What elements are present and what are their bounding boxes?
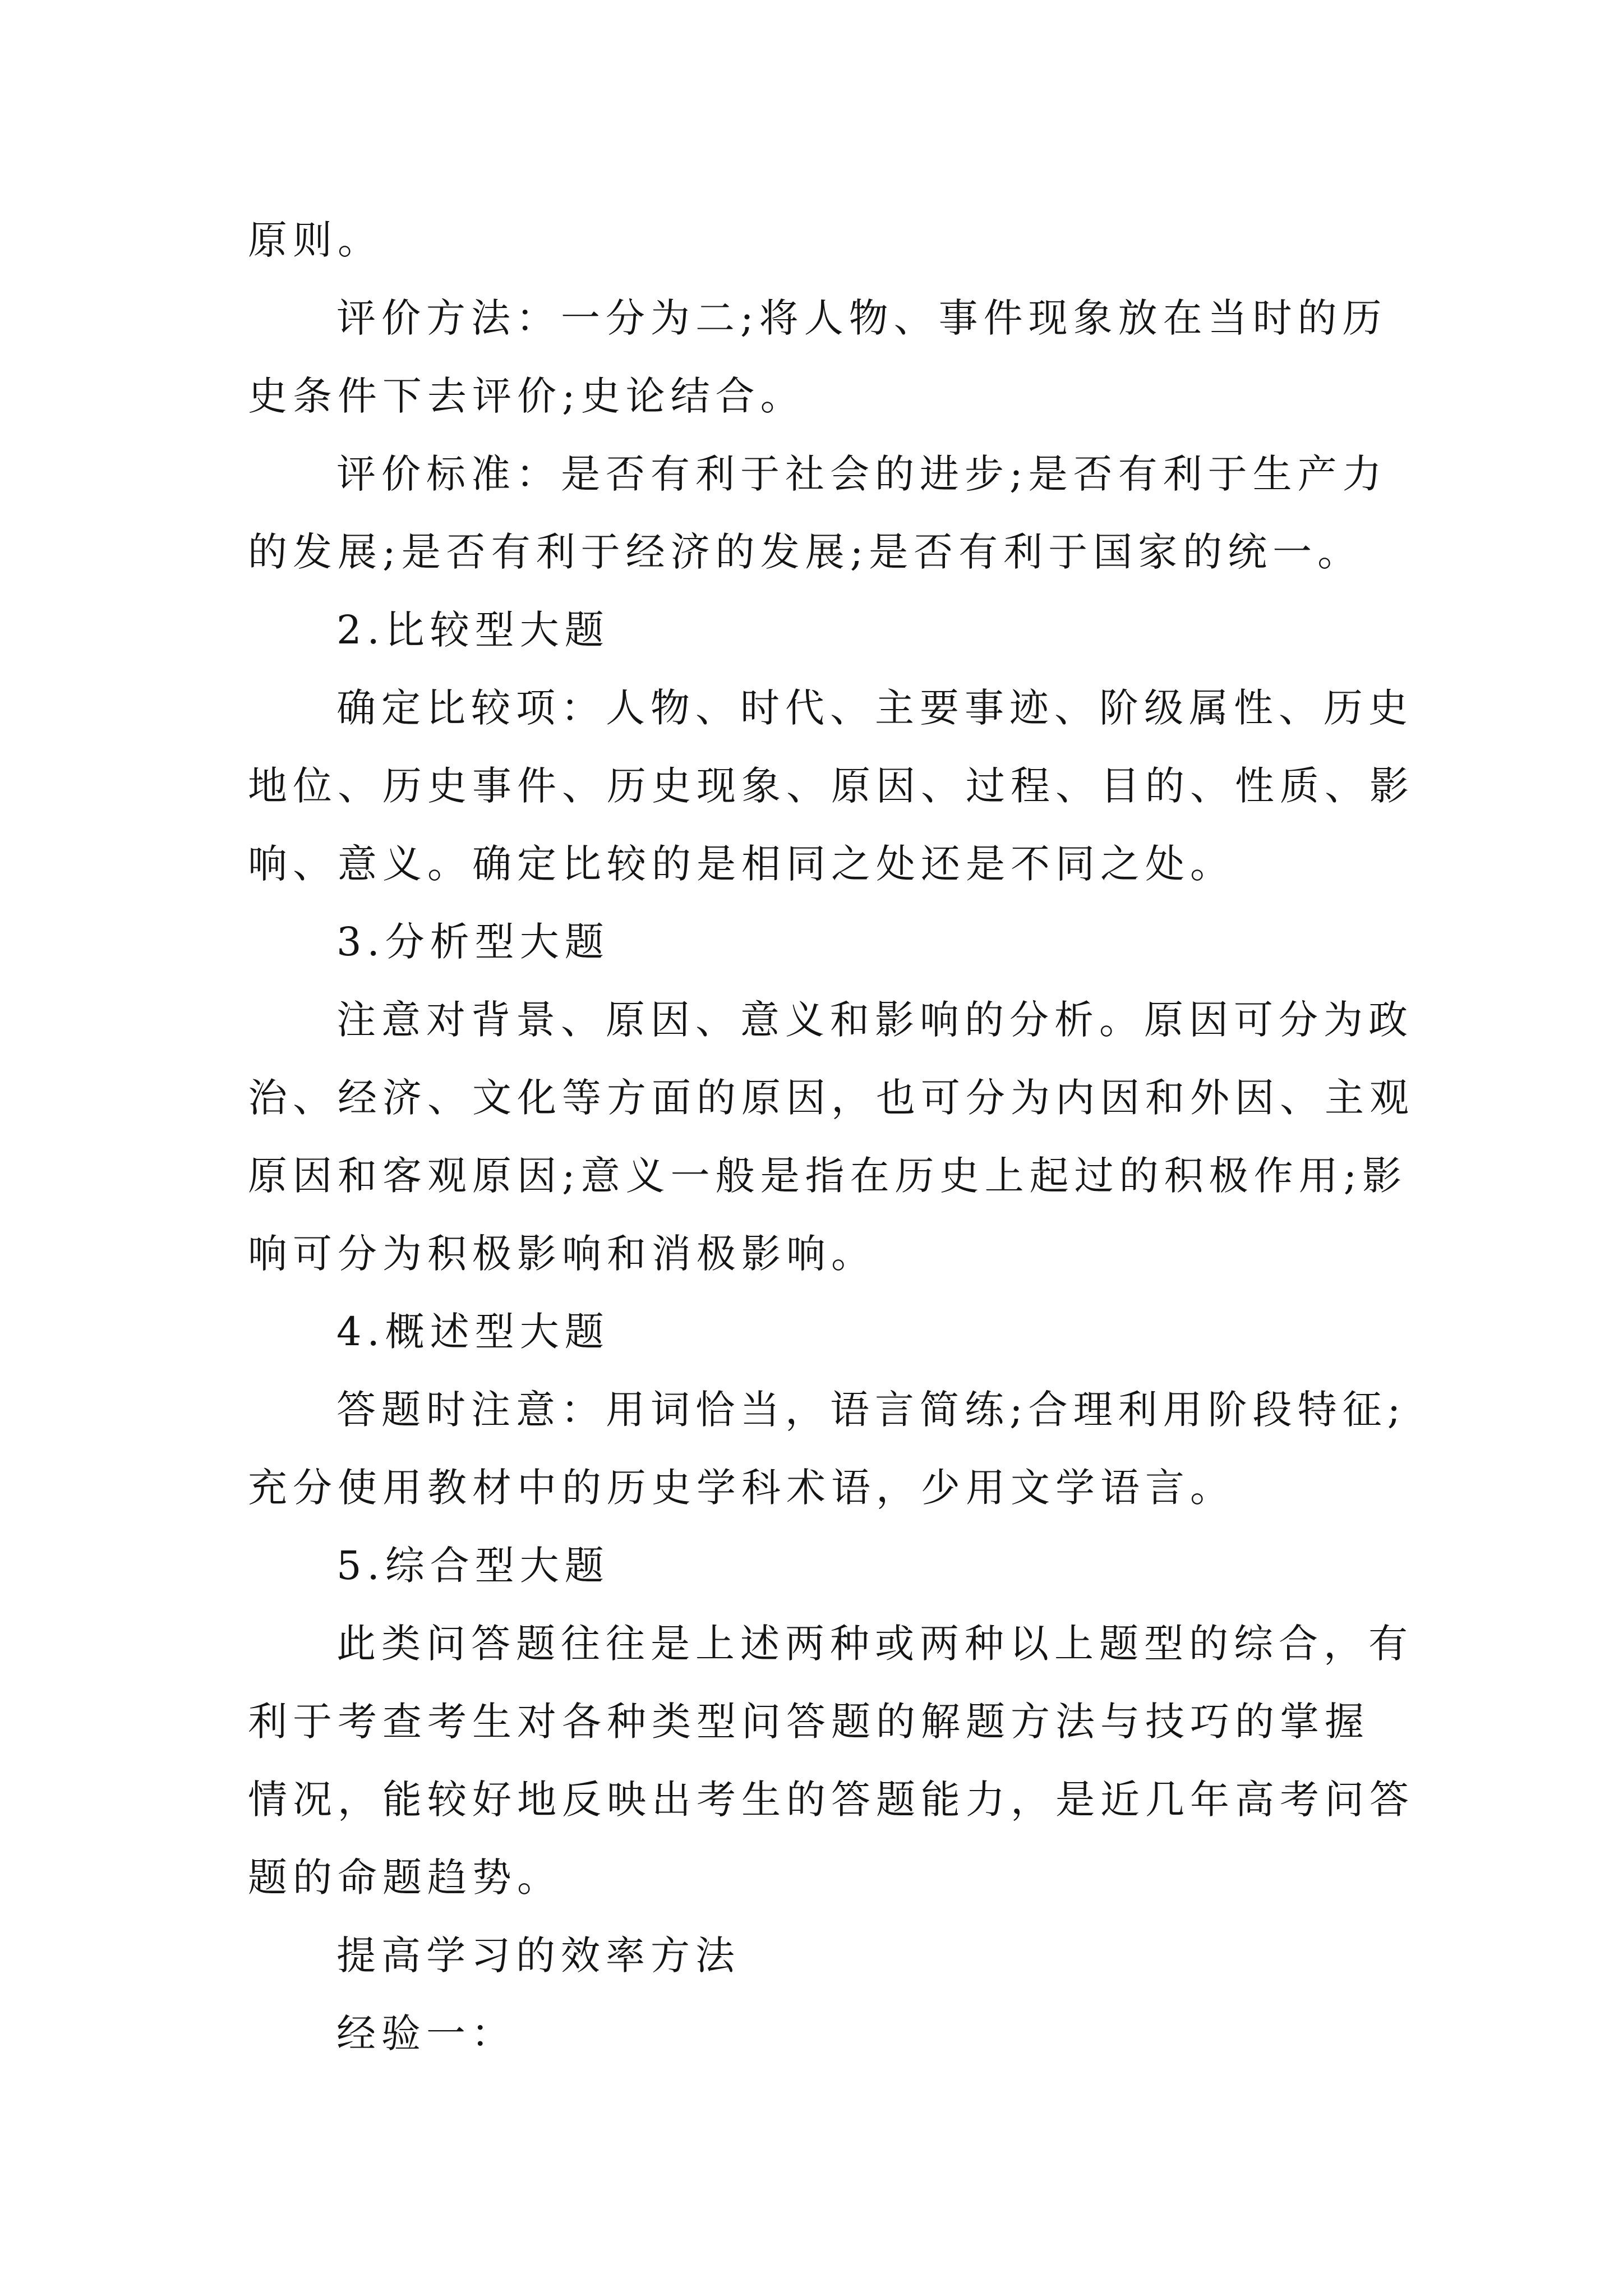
section-heading: 2.比较型大题	[336, 607, 610, 653]
paragraph-line: 此类问答题往往是上述两种或两种以上题型的综合，有	[336, 1621, 1413, 1667]
paragraph-line: 原则。	[248, 217, 382, 263]
paragraph-line: 题的命题趋势。	[248, 1855, 562, 1901]
paragraph-line: 评价标准：是否有利于社会的进步;是否有利于生产力	[336, 451, 1387, 497]
paragraph-line: 经验一：	[336, 2010, 516, 2056]
paragraph-line: 治、经济、文化等方面的原因，也可分为内因和外因、主观	[248, 1075, 1414, 1121]
section-heading: 5.综合型大题	[336, 1543, 610, 1589]
paragraph-line: 评价方法：一分为二;将人物、事件现象放在当时的历	[336, 295, 1387, 341]
section-heading: 3.分析型大题	[336, 919, 610, 965]
paragraph-line: 的发展;是否有利于经济的发展;是否有利于国家的统一。	[248, 529, 1363, 575]
paragraph-line: 史条件下去评价;史论结合。	[248, 373, 805, 419]
paragraph-line: 原因和客观原因;意义一般是指在历史上起过的积极作用;影	[248, 1153, 1408, 1199]
section-heading: 提高学习的效率方法	[336, 1932, 740, 1978]
paragraph-line: 响可分为积极影响和消极影响。	[248, 1231, 876, 1277]
paragraph-line: 确定比较项：人物、时代、主要事迹、阶级属性、历史	[336, 685, 1413, 731]
paragraph-line: 注意对背景、原因、意义和影响的分析。原因可分为政	[336, 997, 1413, 1043]
paragraph-line: 利于考查考生对各种类型问答题的解题方法与技巧的掌握	[248, 1699, 1370, 1745]
paragraph-line: 响、意义。确定比较的是相同之处还是不同之处。	[248, 841, 1235, 887]
section-heading: 4.概述型大题	[336, 1309, 610, 1355]
paragraph-line: 情况，能较好地反映出考生的答题能力，是近几年高考问答	[248, 1777, 1414, 1823]
paragraph-line: 充分使用教材中的历史学科术语，少用文学语言。	[248, 1465, 1235, 1511]
paragraph-line: 答题时注意：用词恰当，语言简练;合理利用阶段特征;	[336, 1387, 1407, 1433]
paragraph-line: 地位、历史事件、历史现象、原因、过程、目的、性质、影	[248, 763, 1414, 809]
